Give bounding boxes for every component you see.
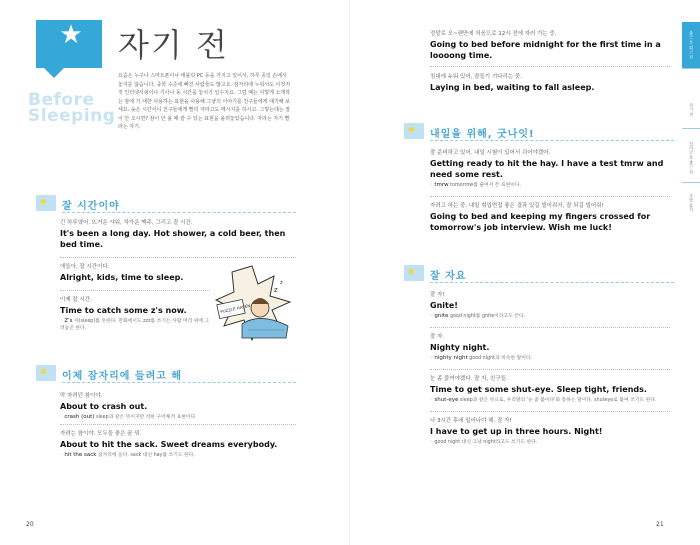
phrase-entry (430, 375, 670, 404)
english-text: Time to catch some z's now. (60, 306, 187, 315)
vocab-note (60, 318, 210, 332)
phrase-entry (60, 219, 296, 250)
note-term: nighty night (434, 355, 468, 361)
note-text: good night과 비슷한 말이다. (469, 356, 533, 361)
page-title: 자기 전 (118, 26, 229, 64)
phrase-entry (60, 296, 210, 332)
bullet-icon: ◦ (430, 398, 435, 403)
korean-text: 침대에 누워 있어, 잠들기 기다리는 중. (430, 74, 522, 80)
section-divider (430, 282, 674, 283)
phrase-entry (60, 263, 210, 283)
right-page (350, 0, 700, 545)
note-text: good night 대신 그냥 night라고도 쓰기도 한다. (434, 440, 538, 445)
phrase-entry (430, 149, 670, 189)
korean-text: 얘들아, 잘 시간이다. (60, 264, 110, 270)
note-term: tmrw (434, 182, 449, 188)
phrase-entry (430, 291, 670, 320)
english-text: Gnite! (430, 301, 458, 310)
vocab-note (430, 313, 670, 320)
bullet-icon: ◦ (60, 415, 65, 420)
note-term: Z's (64, 318, 73, 324)
tab-divider (682, 128, 700, 129)
english-text: Getting ready to hit the hay. I have a test tmrw and need some rest. (430, 159, 664, 179)
section-title: 이제 잠자리에 들려고 해 (62, 371, 183, 382)
english-text: Laying in bed, waiting to fall asleep. (430, 83, 595, 92)
section-divider (430, 140, 674, 141)
speech-bubble-icon (404, 265, 424, 281)
note-term: crash (out) (64, 414, 95, 420)
entry-separator (430, 369, 670, 370)
phrase-entry (430, 73, 670, 93)
tab-divider (682, 182, 700, 183)
korean-text: 자려는 참이야. 모두들 좋은 꿈 꿔. (60, 431, 142, 437)
title-badge-tail (44, 68, 64, 78)
entry-separator (430, 411, 670, 412)
entry-separator (60, 290, 210, 291)
chapter-tab[interactable]: 일어난 후 출근 전 (689, 142, 694, 174)
bullet-icon: ◦ (60, 453, 65, 458)
speech-bubble-icon (404, 123, 424, 139)
korean-text: 잘 자! (430, 292, 445, 298)
note-term: gnite (434, 313, 449, 319)
bullet-icon: ◦ (430, 356, 435, 361)
entry-separator (60, 257, 296, 258)
korean-text: 이제 잘 시간. (60, 297, 92, 303)
entry-separator (430, 66, 670, 67)
english-text: Going to bed before midnight for the first time in a loooong time. (430, 40, 661, 60)
phrase-entry (60, 430, 296, 459)
english-text: Time to get some shut-eye. Sleep tight, friends. (430, 385, 647, 394)
note-text: tomorrow를 줄여서 쓴 표현이다. (450, 183, 522, 188)
vocab-note (60, 452, 296, 459)
english-text: It's been a long day. Hot shower, a cold beer, then bed time. (60, 229, 286, 249)
bullet-icon: ◦ (430, 183, 435, 188)
tab-divider (682, 68, 700, 69)
vocab-note (430, 182, 670, 189)
english-text: I have to get up in three hours. Night! (430, 427, 603, 436)
speech-bubble-icon (36, 365, 56, 381)
english-text: About to crash out. (60, 402, 148, 411)
phrase-entry (430, 417, 670, 446)
english-text: Alright, kids, time to sleep. (60, 273, 184, 282)
chapter-tabs (682, 22, 700, 222)
chapter-tab[interactable]: 자기 전 (689, 103, 694, 117)
section-title: 내일을 위해, 굿나잇! (430, 129, 535, 140)
phrase-entry (430, 30, 670, 61)
page-number: 21 (656, 521, 664, 528)
note-text: good night를 gnite이라고도 쓴다. (449, 314, 526, 319)
note-text: 자(sleep)를 뜻한다. 만화에서도 zzz를 쓰기는 사람 머리 위에 그려놓곤 한다. (60, 319, 210, 331)
note-term: shut-eye (434, 397, 459, 403)
note-text: sleep과 같은 뜻이지만 격한 구어체적 표현이다. (95, 415, 197, 420)
korean-text: 자려고 하는 중. 내일 취업면접 좋은 결과 있길 빌어줘서, 잘 되길 빌어줘! (430, 203, 604, 209)
section-title: 잘 자요 (430, 271, 467, 282)
korean-text: 정말로 오~랜만에 처음으로 12시 전에 자러 가는 중. (430, 31, 557, 37)
intro-paragraph: 요즘은 누구나 스마트폰이나 태블릿 PC 등을 가지고 있어서, 하루 종일 손에서 놓지를 않습니다. 중학 수준에 빠진 사람들도 많고요. 잠자리에 누워서도 이것저것 인터넷서핑이나 기사나 동 시간을 놓치기 일수지요. 그럴 때는 이렇게 소개하는 잠에 기 대한 사용하는 표현을 사용해 그냥의 이야기를 친구들에게 얘기해 보세요. 늦은 시간이니 친구들에게 빨리 자라고도 메시지를 하시고. 그렇는데는 잠이 안 오시면? 잠이 안 올 때 쓸 수 있는 표현을 올려놓았습니다. 자라는 자기 빨라는 자기. (118, 73, 291, 130)
entry-separator (430, 327, 670, 328)
section-divider (62, 212, 296, 213)
section-divider (62, 382, 296, 383)
phrase-entry (430, 333, 670, 362)
note-text: 잠자리에 들다. sack 대신 hay를 쓰기도 한다. (98, 453, 195, 458)
korean-text: 긴 하루였어. 뜨거운 샤워, 차가운 맥주, 그리고 잘 시간. (60, 220, 193, 226)
phrase-entry (430, 202, 670, 233)
vocab-note (430, 439, 670, 446)
note-text: sleep과 같은 뜻으로, 우리말의 '눈 좀 붙이다'와 통하는 말이다. shuteye로 붙여 쓰기도 한다. (459, 398, 657, 403)
svg-text:z: z (274, 286, 278, 294)
english-text: Nighty night. (430, 343, 490, 352)
bullet-icon: ◦ (430, 440, 435, 445)
english-text: About to hit the sack. Sweet dreams everybody. (60, 440, 278, 449)
section-heading (36, 195, 296, 217)
korean-text: 막 자려던 참이야. (60, 393, 103, 399)
speech-bubble-icon (36, 195, 56, 211)
korean-text: 나 3시간 후에 일어나야 해. 잘 자! (430, 418, 512, 424)
english-text: Going to bed and keeping my fingers crossed for tomorrow's job interview. Wish me luck! (430, 212, 651, 232)
page-number: 20 (26, 521, 34, 528)
section-title: 잘 시간이야 (62, 201, 120, 212)
bullet-icon: ◦ (60, 319, 65, 324)
vocab-note (430, 355, 670, 362)
vocab-note (60, 414, 296, 421)
svg-text:z: z (280, 280, 283, 286)
bullet-icon: ◦ (430, 314, 435, 319)
note-term: hit the sack (64, 452, 97, 458)
entry-separator (430, 196, 670, 197)
korean-text: 잘 자. (430, 334, 445, 340)
chapter-tab[interactable]: 주말 휴식 (689, 194, 694, 212)
entry-separator (60, 424, 296, 425)
section-heading (404, 265, 674, 287)
section-heading (36, 365, 296, 387)
before-sleeping-label: Before Sleeping (28, 90, 116, 126)
korean-text: 잘 준비하고 있어. 내일 시험이 있어서 쉬어야겠어. (430, 150, 551, 156)
vocab-note (430, 397, 670, 404)
korean-text: 눈 좀 붙여야겠다. 잘 자, 친구들. (430, 376, 508, 382)
section-heading (404, 123, 674, 145)
star-icon: ★ (59, 20, 83, 50)
sleeping-boy-illustration (212, 262, 296, 346)
chapter-tab[interactable]: 출근 후 퇴근 전 (682, 22, 700, 68)
illustration-sign: PUZZLE HAVEN (219, 302, 251, 315)
phrase-entry (60, 392, 296, 421)
